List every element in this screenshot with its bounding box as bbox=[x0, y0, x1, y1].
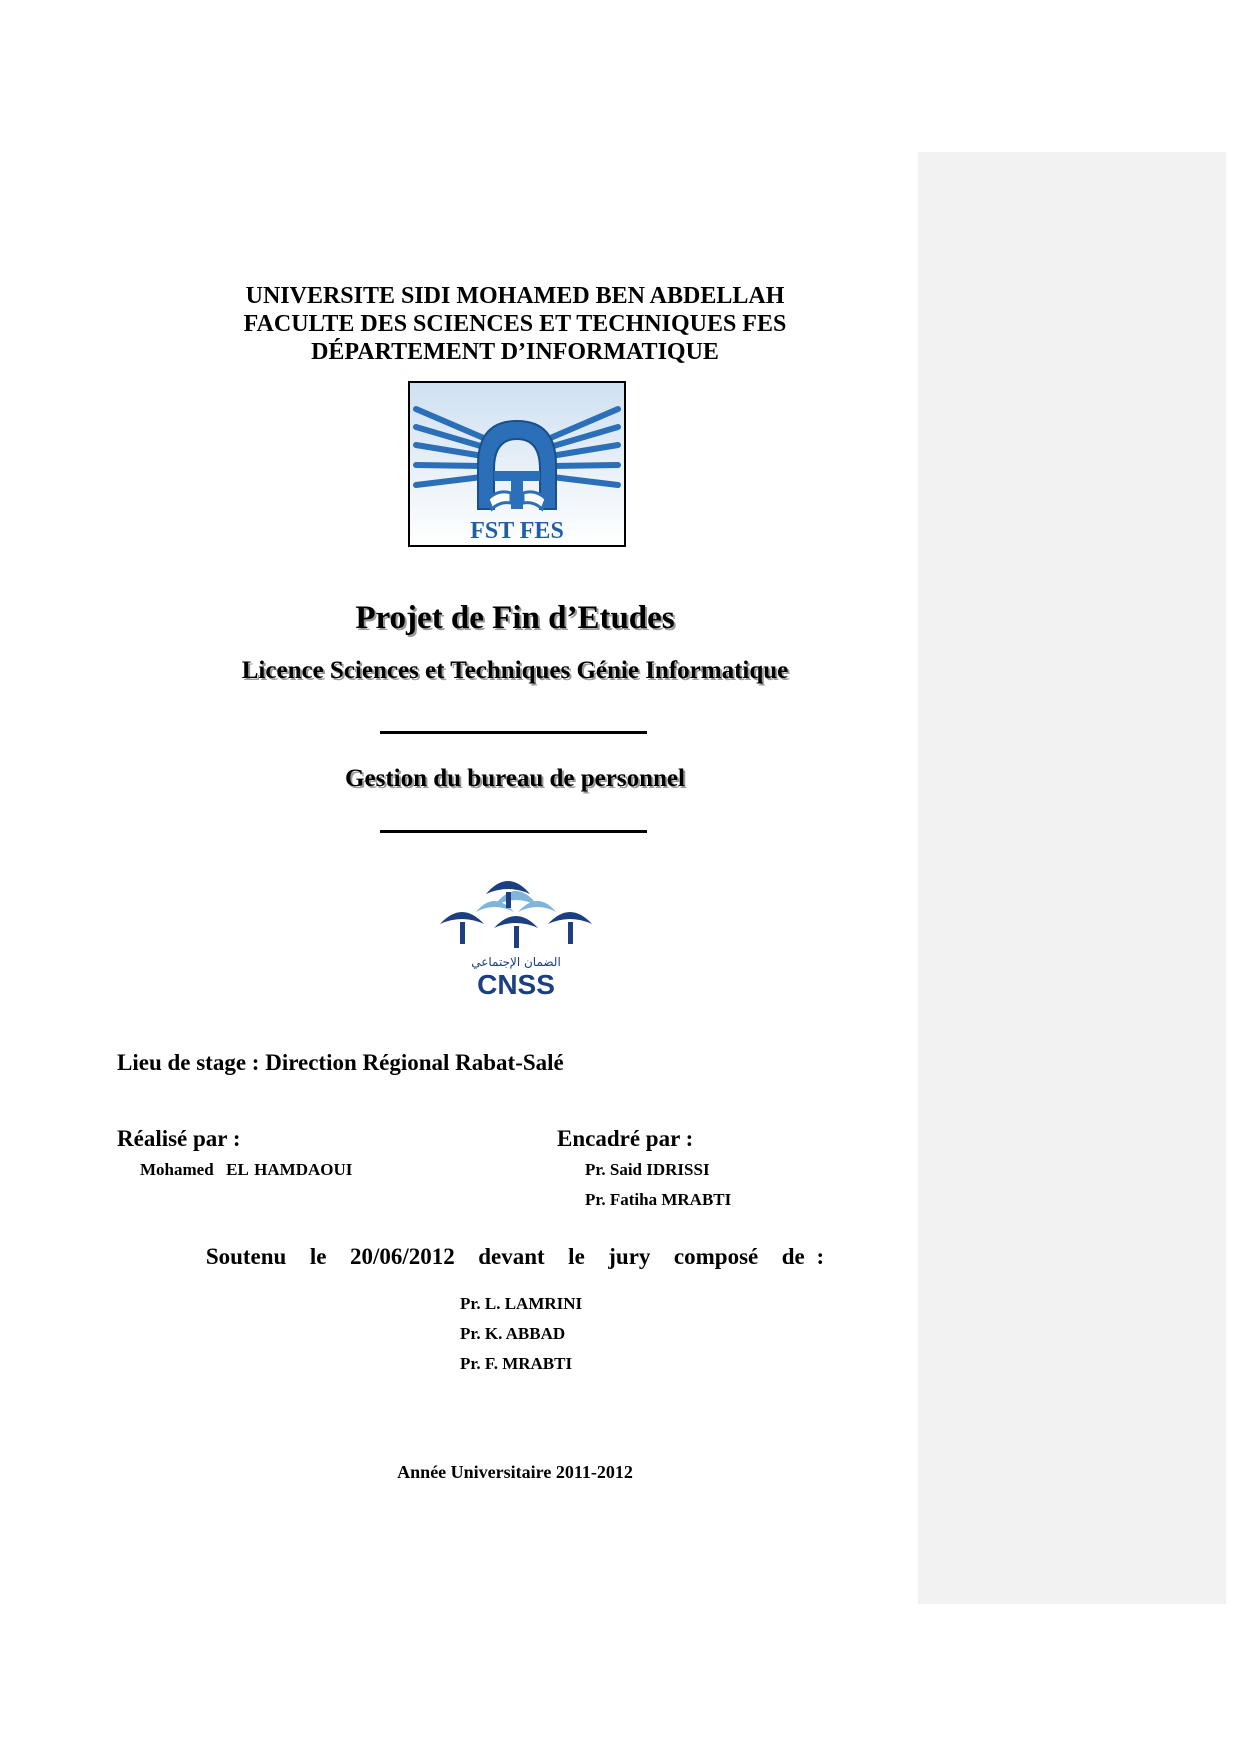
university-header bbox=[130, 282, 900, 366]
cnss-logo bbox=[436, 866, 596, 1002]
divider-bottom bbox=[380, 830, 647, 833]
internship-location: Lieu de stage : Direction Régional Rabat-Salé bbox=[117, 1050, 564, 1075]
cnss-arabic-text: الضمان الإجتماعي bbox=[471, 955, 561, 969]
jury-member: Pr. L. LAMRINI bbox=[460, 1294, 583, 1313]
divider-top bbox=[380, 731, 647, 734]
supervisors-list bbox=[585, 1159, 731, 1219]
student-name: Mohamed EL HAMDAOUI bbox=[140, 1160, 353, 1179]
department-name: DÉPARTEMENT D’INFORMATIQUE bbox=[311, 339, 719, 365]
academic-year: Année Universitaire 2011-2012 bbox=[397, 1462, 633, 1482]
faculty-name: FACULTE DES SCIENCES ET TECHNIQUES FES bbox=[243, 311, 787, 337]
project-title: Projet de Fin d’Etudes bbox=[355, 600, 675, 636]
jury-list bbox=[460, 1293, 582, 1383]
fst-fes-logo bbox=[408, 381, 626, 547]
defense-statement: Soutenu le 20/06/2012 devant le jury composé de : bbox=[205, 1244, 825, 1269]
licence-subtitle: Licence Sciences et Techniques Génie Informatique bbox=[241, 657, 789, 684]
supervisors-label: Encadré par : bbox=[557, 1126, 694, 1151]
subject-title: Gestion du bureau de personnel bbox=[345, 765, 685, 792]
university-name: UNIVERSITE SIDI MOHAMED BEN ABDELLAH bbox=[245, 283, 785, 309]
jury-member: Pr. F. MRABTI bbox=[460, 1354, 573, 1373]
supervisor-name: Pr. Said IDRISSI bbox=[585, 1160, 710, 1179]
cnss-logo-text: CNSS bbox=[477, 969, 555, 1000]
supervisor-name: Pr. Fatiha MRABTI bbox=[585, 1190, 732, 1209]
fst-logo-text: FST FES bbox=[470, 518, 564, 544]
comment-margin-panel bbox=[918, 152, 1226, 1604]
student-label: Réalisé par : bbox=[117, 1126, 241, 1151]
jury-member: Pr. K. ABBAD bbox=[460, 1324, 566, 1343]
